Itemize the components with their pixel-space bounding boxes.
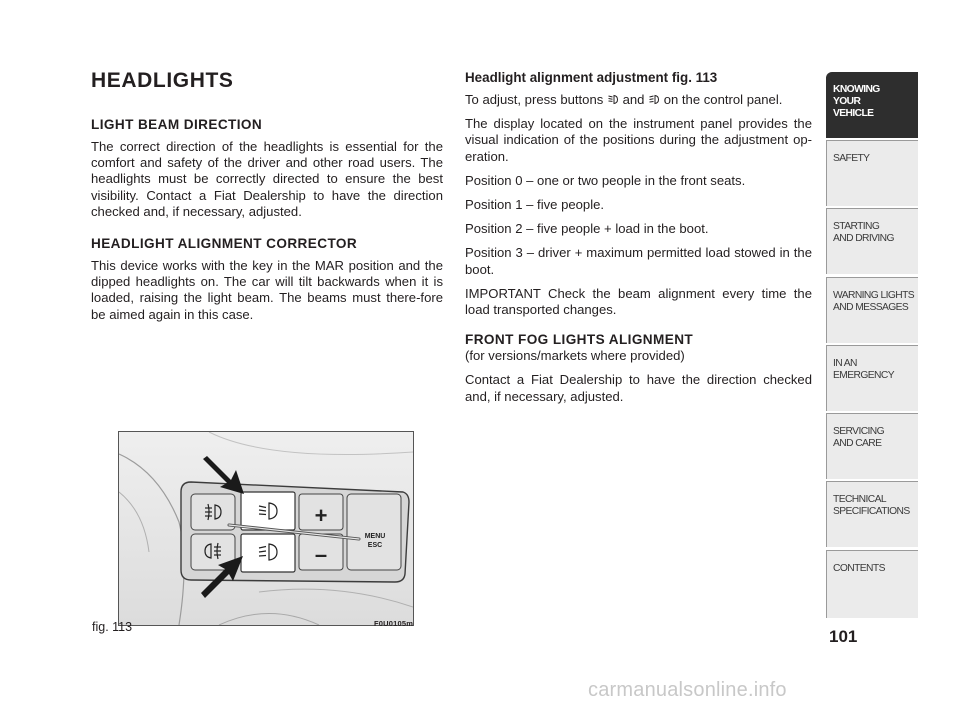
- tab-technical[interactable]: [826, 481, 918, 547]
- headlight-down-icon: [649, 94, 659, 105]
- tab-label: STARTING AND DRIVING: [833, 221, 894, 244]
- fog-heading: FRONT FOG LIGHTS ALIGNMENT: [465, 332, 694, 348]
- position-3: Position 3 – driver + maximum permitted load stowed in the boot.: [465, 245, 812, 277]
- plus-symbol: +: [314, 503, 328, 528]
- section-body-alignment-corrector: This device works with the key in the MAR position and the dipped headlights on. The car will tilt backwards when it is loaded, raising the light beam. The beams must there-fore be aimed again in this case.: [91, 258, 443, 322]
- tab-starting-driving[interactable]: [826, 208, 918, 274]
- position-2: Position 2 – five people + load in the boot.: [465, 221, 709, 237]
- right-column: [465, 70, 812, 413]
- section-heading-alignment-corrector: HEADLIGHT ALIGNMENT CORRECTOR: [91, 236, 358, 252]
- menu-label: MENU: [364, 533, 386, 540]
- tab-label: SERVICING AND CARE: [833, 426, 885, 449]
- display-description: The display located on the instrument panel provides the visual indication of the positions during the adjustment op-eration.: [465, 116, 812, 164]
- adjust-text-middle: and: [622, 92, 645, 107]
- watermark: carmanualsonline.info: [588, 679, 787, 701]
- tab-safety[interactable]: [826, 140, 918, 206]
- headlight-up-icon: [608, 94, 618, 105]
- minus-symbol: –: [314, 542, 328, 567]
- tab-label: SAFETY: [833, 153, 870, 164]
- position-1: Position 1 – five people.: [465, 197, 605, 213]
- section-body-light-beam: The correct direction of the headlights is essential for the comfort and safety of the driver and other road users. The headlights must be correctly directed to ensure the best visibility. Contact a Fiat Dealership to have the direction checked and, if necessary, adjusted.: [91, 139, 443, 219]
- figure-code: F0U0105m: [374, 619, 414, 628]
- tab-emergency[interactable]: [826, 345, 918, 411]
- tab-warning-lights[interactable]: [826, 277, 918, 343]
- position-0: Position 0 – one or two people in the front seats.: [465, 172, 746, 188]
- adjustment-heading: Headlight alignment adjustment fig. 113: [465, 70, 718, 85]
- important-note: IMPORTANT Check the beam alignment every time the load transported changes.: [465, 285, 812, 318]
- left-column: [91, 68, 443, 331]
- headlight-up-button: [241, 492, 295, 530]
- control-panel-illustration: [119, 432, 413, 625]
- tab-label: WARNING LIGHTS AND MESSAGES: [833, 290, 915, 313]
- tab-label: CONTENTS: [833, 563, 885, 574]
- fog-body: Contact a Fiat Dealership to have the direction checked and, if necessary, adjusted.: [465, 372, 812, 404]
- section-heading-light-beam: LIGHT BEAM DIRECTION: [91, 117, 263, 132]
- tab-label: TECHNICAL SPECIFICATIONS: [833, 494, 910, 517]
- adjust-text-before: To adjust, press buttons: [465, 92, 604, 107]
- tab-servicing[interactable]: [826, 413, 918, 479]
- tab-label: IN AN EMERGENCY: [833, 358, 894, 381]
- fog-note: (for versions/markets where provided): [465, 348, 685, 364]
- adjust-instruction: [465, 92, 812, 108]
- esc-label: ESC: [367, 542, 383, 549]
- tab-knowing-your-vehicle[interactable]: [826, 72, 918, 138]
- figure-caption: fig. 113: [92, 620, 133, 634]
- tab-label: KNOWING YOUR VEHICLE: [833, 84, 880, 119]
- headlight-down-button: [241, 534, 295, 572]
- adjust-text-after: on the control panel.: [663, 92, 783, 107]
- figure-113: [118, 431, 414, 626]
- page-title: HEADLIGHTS: [91, 69, 234, 92]
- tab-contents[interactable]: [826, 550, 918, 618]
- chapter-sidebar: [826, 72, 918, 618]
- page-number: 101: [829, 627, 858, 646]
